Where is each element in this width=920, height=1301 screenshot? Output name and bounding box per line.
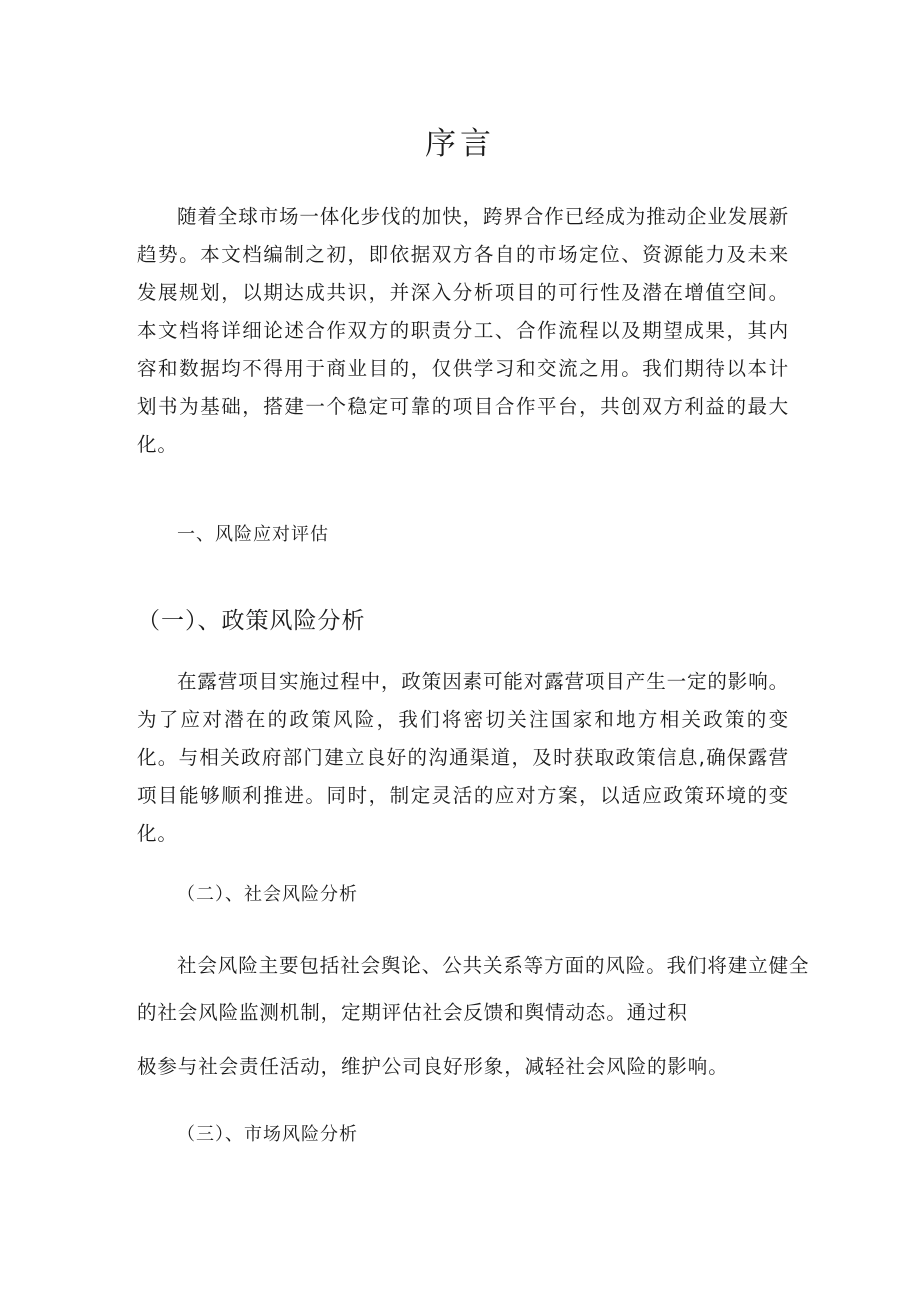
section-heading-risk-assessment: 一、风险应对评估 [177,524,329,545]
subsection-heading-social-risk: （二）、社会风险分析 [177,884,358,905]
social-risk-line-3: 极参与社会责任活动，维护公司良好形象，减轻社会风险的影响。 [137,1055,729,1078]
social-risk-line-1: 社会风险主要包括社会舆论、公共关系等方面的风险。我们将建立健全 [177,954,810,977]
policy-risk-paragraph: 在露营项目实施过程中，政策因素可能对露营项目产生一定的影响。为了应对潜在的政策风险，我们将密切关注国家和地方相关政策的变化。与相关政府部门建立良好的沟通渠道，及时获取政策信息,确保露营项目能够顺利推进。同时，制定灵活的应对方案，以适应政策环境的变化。 [137,670,790,845]
page-title: 序言 [425,126,495,162]
social-risk-line-2: 的社会风险监测机制，定期评估社会反馈和舆情动态。通过积 [137,1001,688,1024]
subsection-heading-market-risk: （三）、市场风险分析 [177,1124,358,1145]
preface-paragraph: 随着全球市场一体化步伐的加快，跨界合作已经成为推动企业发展新趋势。本文档编制之初，即依据双方各自的市场定位、资源能力及未来发展规划，以期达成共识，并深入分析项目的可行性及潜在增值空间。本文档将详细论述合作双方的职责分工、合作流程以及期望成果，其内容和数据均不得用于商业目的，仅供学习和交流之用。我们期待以本计划书为基础，搭建一个稳定可靠的项目合作平台，共创双方利益的最大化。 [137,205,790,456]
subsection-heading-policy-risk: （一）、政策风险分析 [137,608,366,634]
